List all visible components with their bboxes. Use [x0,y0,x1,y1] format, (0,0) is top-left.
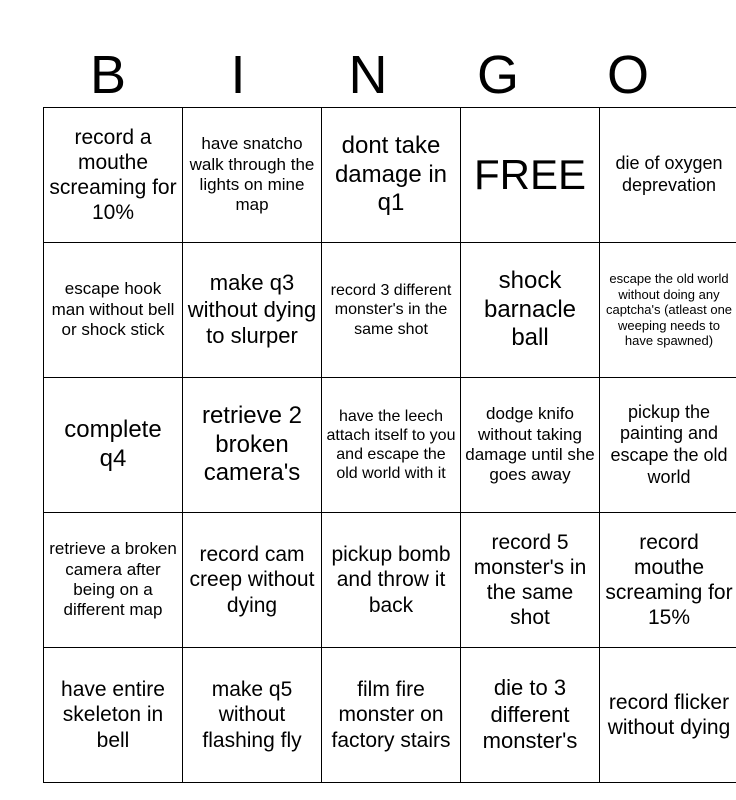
bingo-cell[interactable]: shock barnacle ball [461,243,600,378]
bingo-cell[interactable]: complete q4 [44,378,183,513]
bingo-cell[interactable]: die to 3 different monster's [461,648,600,783]
bingo-cell[interactable]: record a mouthe screaming for 10% [44,108,183,243]
bingo-cell[interactable]: retrieve a broken camera after being on a different map [44,513,183,648]
bingo-cell[interactable]: record 3 different monster's in the same shot [322,243,461,378]
free-cell[interactable]: FREE [461,108,600,243]
bingo-cell[interactable]: record flicker without dying [600,648,736,783]
bingo-cell[interactable]: pickup the painting and escape the old world [600,378,736,513]
bingo-header [43,46,693,104]
bingo-row [44,243,736,378]
bingo-cell[interactable]: record 5 monster's in the same shot [461,513,600,648]
bingo-card [43,107,736,783]
bingo-cell[interactable]: escape hook man without bell or shock stick [44,243,183,378]
bingo-row [44,378,736,513]
bingo-row [44,108,736,243]
bingo-cell[interactable]: have snatcho walk through the lights on mine map [183,108,322,243]
header-letter-i: I [230,45,246,105]
bingo-cell[interactable]: die of oxygen deprevation [600,108,736,243]
header-letter-o: O [606,45,649,105]
header-letter-g: G [476,45,519,105]
bingo-cell[interactable]: retrieve 2 broken camera's [183,378,322,513]
bingo-cell[interactable]: escape the old world without doing any captcha's (atleast one weeping needs to have spawned) [600,243,736,378]
bingo-cell[interactable]: record mouthe screaming for 15% [600,513,736,648]
bingo-cell[interactable]: record cam creep without dying [183,513,322,648]
bingo-cell[interactable]: make q3 without dying to slurper [183,243,322,378]
bingo-cell[interactable]: have entire skeleton in bell [44,648,183,783]
bingo-cell[interactable]: pickup bomb and throw it back [322,513,461,648]
bingo-cell[interactable]: make q5 without flashing fly [183,648,322,783]
header-letter-n: N [348,45,388,105]
bingo-cell[interactable]: film fire monster on factory stairs [322,648,461,783]
bingo-row [44,513,736,648]
bingo-cell[interactable]: dont take damage in q1 [322,108,461,243]
bingo-cell[interactable]: have the leech attach itself to you and escape the old world with it [322,378,461,513]
bingo-row [44,648,736,783]
header-letter-b: B [89,45,127,105]
bingo-cell[interactable]: dodge knifo without taking damage until she goes away [461,378,600,513]
